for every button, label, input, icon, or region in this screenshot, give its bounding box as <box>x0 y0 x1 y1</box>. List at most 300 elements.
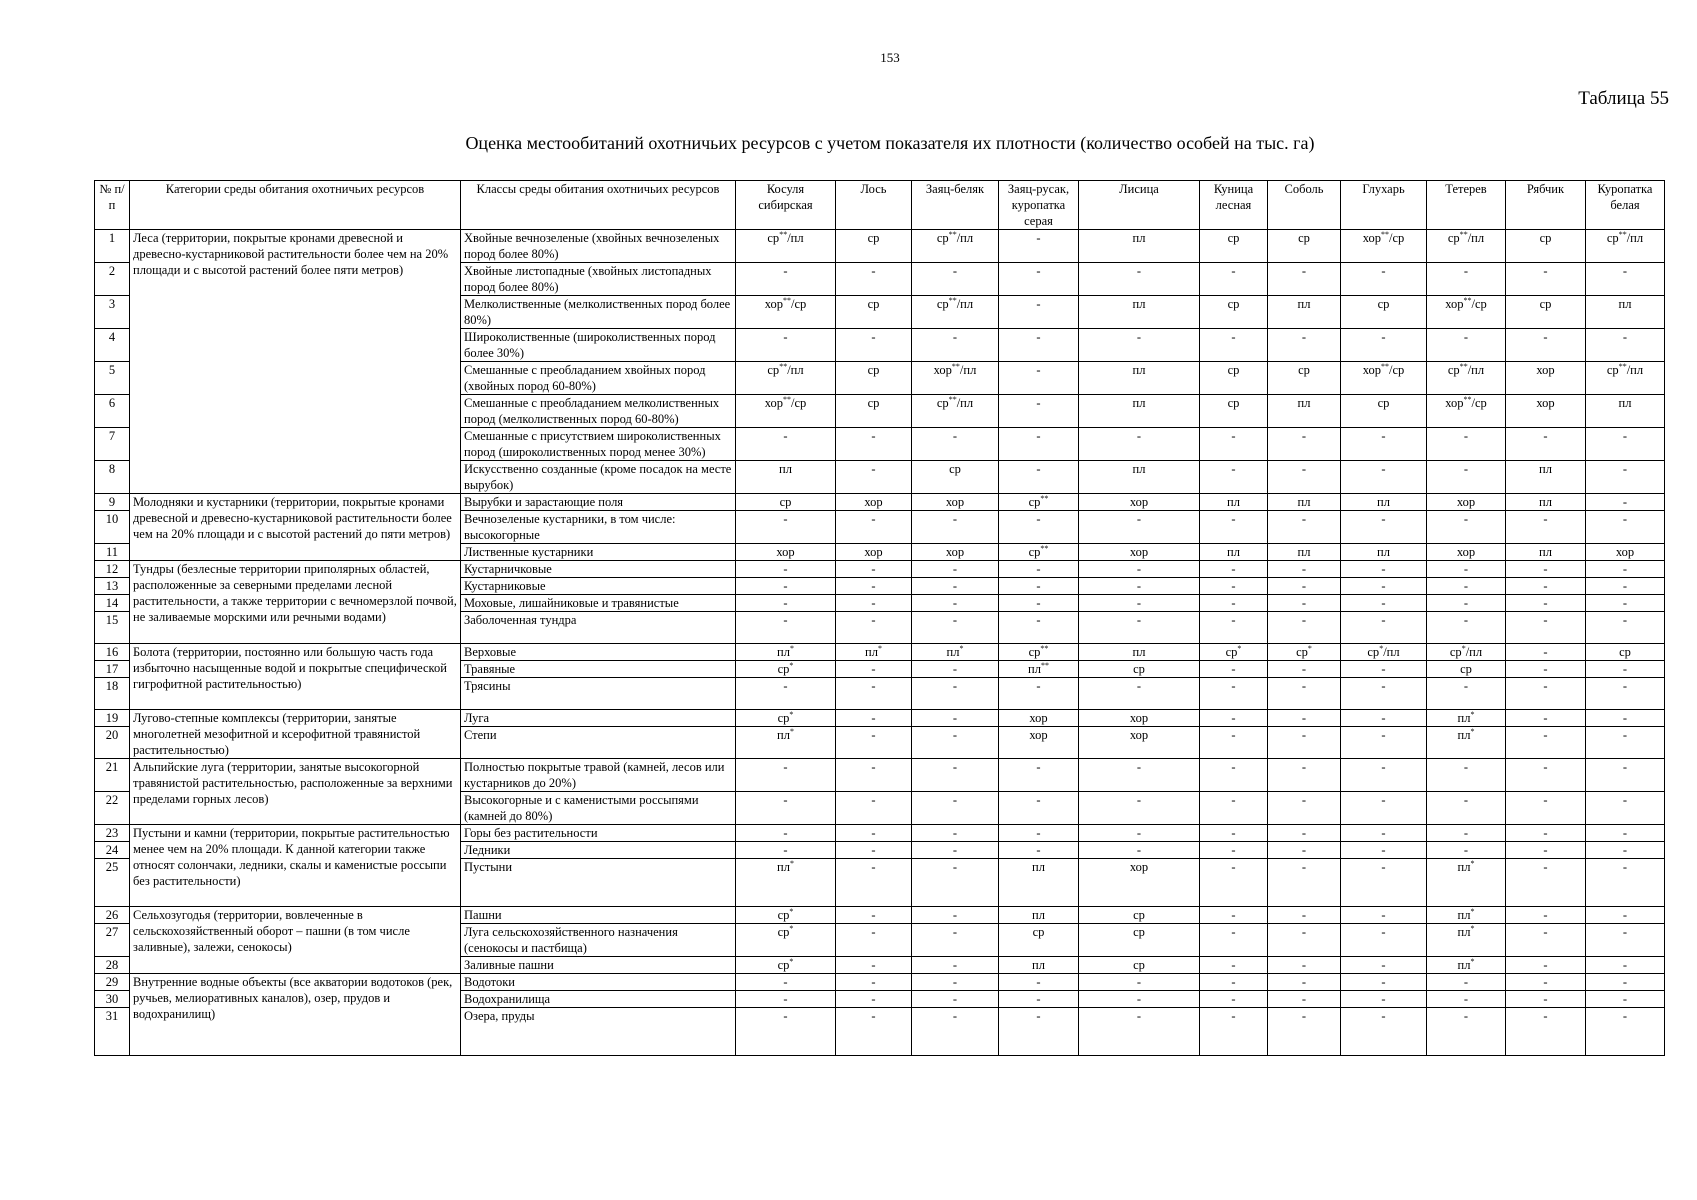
density-cell: - <box>1341 428 1427 461</box>
row-number: 19 <box>95 710 130 727</box>
density-cell: - <box>1341 612 1427 644</box>
density-cell: - <box>912 511 999 544</box>
class-cell: Смешанные с присутствием широколиственных пород (широколиственных пород менее 30%) <box>461 428 736 461</box>
density-cell: - <box>1586 759 1665 792</box>
density-cell: пл* <box>1427 924 1506 957</box>
density-cell: - <box>836 578 912 595</box>
density-cell: - <box>1506 957 1586 974</box>
density-cell: пл* <box>1427 957 1506 974</box>
density-cell: пл <box>1079 362 1200 395</box>
density-cell: - <box>1506 644 1586 661</box>
density-cell: пл* <box>1427 907 1506 924</box>
density-cell: - <box>999 395 1079 428</box>
density-cell: - <box>1586 494 1665 511</box>
density-cell: - <box>1200 461 1268 494</box>
density-cell: - <box>1586 612 1665 644</box>
density-cell: ср <box>1506 296 1586 329</box>
density-cell: пл <box>999 957 1079 974</box>
density-cell: хор**/пл <box>912 362 999 395</box>
density-cell: - <box>836 957 912 974</box>
density-cell: - <box>1506 792 1586 825</box>
class-cell: Лиственные кустарники <box>461 544 736 561</box>
density-cell: - <box>1506 263 1586 296</box>
density-cell: - <box>1200 991 1268 1008</box>
table-row <box>95 561 1665 578</box>
density-cell: ср* <box>1200 644 1268 661</box>
density-cell: - <box>836 859 912 907</box>
row-number: 1 <box>95 230 130 263</box>
density-cell: пл <box>1268 395 1341 428</box>
density-cell: - <box>1586 1008 1665 1056</box>
density-cell: - <box>1268 759 1341 792</box>
density-cell: - <box>736 842 836 859</box>
density-cell: - <box>999 1008 1079 1056</box>
density-cell: - <box>1427 511 1506 544</box>
class-cell: Хвойные листопадные (хвойных листопадных пород более 80%) <box>461 263 736 296</box>
density-cell: ср <box>1268 230 1341 263</box>
row-number: 20 <box>95 727 130 759</box>
density-cell: - <box>1586 974 1665 991</box>
density-cell: ср <box>912 461 999 494</box>
density-cell: пл <box>1079 296 1200 329</box>
density-cell: ср**/пл <box>1427 362 1506 395</box>
table-row <box>95 759 1665 792</box>
density-cell: - <box>1079 329 1200 362</box>
density-cell: - <box>1586 842 1665 859</box>
class-cell: Смешанные с преобладанием мелколиственных пород (мелколиственных пород 60-80%) <box>461 395 736 428</box>
density-cell: - <box>1341 907 1427 924</box>
row-number: 11 <box>95 544 130 561</box>
density-cell: - <box>999 678 1079 710</box>
density-cell: - <box>736 991 836 1008</box>
row-number: 16 <box>95 644 130 661</box>
class-cell: Полностью покрытые травой (камней, лесов или кустарников до 20%) <box>461 759 736 792</box>
density-cell: - <box>1506 859 1586 907</box>
density-cell: ср**/пл <box>736 362 836 395</box>
density-cell: - <box>1586 561 1665 578</box>
density-cell: - <box>912 727 999 759</box>
class-cell: Кустарниковые <box>461 578 736 595</box>
density-cell: - <box>1427 595 1506 612</box>
density-cell: - <box>1268 612 1341 644</box>
density-cell: - <box>1200 595 1268 612</box>
row-number: 17 <box>95 661 130 678</box>
class-cell: Трясины <box>461 678 736 710</box>
density-cell: - <box>912 678 999 710</box>
density-cell: ср* <box>736 907 836 924</box>
class-cell: Озера, пруды <box>461 1008 736 1056</box>
density-cell: - <box>736 428 836 461</box>
row-number: 22 <box>95 792 130 825</box>
table-row <box>95 974 1665 991</box>
density-cell: - <box>1200 859 1268 907</box>
row-number: 5 <box>95 362 130 395</box>
density-cell: - <box>836 974 912 991</box>
habitat-density-table <box>94 180 1665 1056</box>
density-cell: - <box>836 461 912 494</box>
row-number: 13 <box>95 578 130 595</box>
density-cell: - <box>1200 825 1268 842</box>
class-cell: Мелколиственные (мелколиственных пород более 80%) <box>461 296 736 329</box>
density-cell: пл* <box>736 644 836 661</box>
row-number: 9 <box>95 494 130 511</box>
class-cell: Широколиственные (широколиственных пород более 30%) <box>461 329 736 362</box>
class-cell: Кустарничковые <box>461 561 736 578</box>
density-cell: ср <box>1079 661 1200 678</box>
row-number: 2 <box>95 263 130 296</box>
density-cell: - <box>999 578 1079 595</box>
density-cell: - <box>912 859 999 907</box>
density-cell: - <box>836 561 912 578</box>
density-cell: - <box>1341 974 1427 991</box>
header-cell: Рябчик <box>1506 181 1586 230</box>
density-cell: - <box>1506 974 1586 991</box>
density-cell: ср <box>1268 362 1341 395</box>
density-cell: хор <box>1506 395 1586 428</box>
class-cell: Пустыни <box>461 859 736 907</box>
density-cell: - <box>1586 678 1665 710</box>
density-cell: - <box>1586 461 1665 494</box>
density-cell: - <box>1341 595 1427 612</box>
category-cell: Лугово-степные комплексы (территории, занятые многолетней мезофитной и ксерофитной травянистой растительностью) <box>130 710 461 759</box>
header-cell: Категории среды обитания охотничьих ресурсов <box>130 181 461 230</box>
density-cell: - <box>736 974 836 991</box>
density-cell: пл <box>1079 644 1200 661</box>
density-cell: - <box>912 957 999 974</box>
density-cell: - <box>912 595 999 612</box>
density-cell: хор**/ср <box>1341 362 1427 395</box>
density-cell: ср** <box>999 544 1079 561</box>
density-cell: ср** <box>999 494 1079 511</box>
row-number: 23 <box>95 825 130 842</box>
density-cell: ср <box>1079 957 1200 974</box>
header-row <box>95 181 1665 230</box>
density-cell: хор <box>1427 494 1506 511</box>
density-cell: - <box>1506 578 1586 595</box>
density-cell: ср**/пл <box>736 230 836 263</box>
header-cell: Заяц-беляк <box>912 181 999 230</box>
density-cell: пл <box>1268 296 1341 329</box>
density-cell: ср <box>1586 644 1665 661</box>
density-cell: - <box>1506 842 1586 859</box>
density-cell: - <box>1341 759 1427 792</box>
table-label: Таблица 55 <box>1578 88 1669 109</box>
category-cell: Пустыни и камни (территории, покрытые растительностью менее чем на 20% площади. К данной категории также относят солончаки, ледники, скалы и каменистые россыпи без растительности) <box>130 825 461 907</box>
density-cell: - <box>836 1008 912 1056</box>
density-cell: - <box>1200 511 1268 544</box>
row-number: 4 <box>95 329 130 362</box>
density-cell: хор <box>912 544 999 561</box>
density-cell: ср <box>1079 924 1200 957</box>
density-cell: - <box>912 759 999 792</box>
density-cell: пл <box>1079 395 1200 428</box>
density-cell: ср* <box>1268 644 1341 661</box>
density-cell: - <box>1427 678 1506 710</box>
density-cell: - <box>1586 428 1665 461</box>
category-cell: Леса (территории, покрытые кронами древесной и древесно-кустарниковой растительности более чем на 20% площади и с высотой растений более пяти метров) <box>130 230 461 494</box>
density-cell: - <box>1427 991 1506 1008</box>
density-cell: - <box>1427 842 1506 859</box>
header-cell: Заяц-русак, куропатка серая <box>999 181 1079 230</box>
row-number: 21 <box>95 759 130 792</box>
class-cell: Верховые <box>461 644 736 661</box>
density-cell: - <box>1079 678 1200 710</box>
density-cell: ср <box>1341 395 1427 428</box>
density-cell: хор <box>1079 494 1200 511</box>
density-cell: - <box>1268 678 1341 710</box>
density-cell: - <box>836 428 912 461</box>
density-cell: - <box>1341 727 1427 759</box>
row-number: 10 <box>95 511 130 544</box>
density-cell: пл <box>1079 230 1200 263</box>
category-cell: Тундры (безлесные территории приполярных областей, расположенные за северными пределами лесной растительности, а также территории с вечномерзлой почвой, не заливаемые морскими или речными водами) <box>130 561 461 644</box>
density-cell: ср**/пл <box>912 395 999 428</box>
class-cell: Хвойные вечнозеленые (хвойных вечнозеленых пород более 80%) <box>461 230 736 263</box>
density-cell: - <box>1079 759 1200 792</box>
density-cell: - <box>1200 1008 1268 1056</box>
density-cell: - <box>836 727 912 759</box>
density-cell: - <box>1200 428 1268 461</box>
density-cell: - <box>1268 329 1341 362</box>
density-cell: - <box>1268 710 1341 727</box>
density-cell: хор**/ср <box>1427 296 1506 329</box>
density-cell: - <box>1200 907 1268 924</box>
density-cell: ср <box>1341 296 1427 329</box>
density-cell: - <box>1586 595 1665 612</box>
density-cell: - <box>1506 991 1586 1008</box>
density-cell: - <box>999 792 1079 825</box>
row-number: 30 <box>95 991 130 1008</box>
density-cell: - <box>1427 612 1506 644</box>
density-cell: - <box>1200 710 1268 727</box>
density-cell: хор <box>836 494 912 511</box>
density-cell: - <box>999 974 1079 991</box>
class-cell: Смешанные с преобладанием хвойных пород (хвойных пород 60-80%) <box>461 362 736 395</box>
density-cell: хор <box>1079 727 1200 759</box>
class-cell: Травяные <box>461 661 736 678</box>
density-cell: - <box>1506 678 1586 710</box>
density-cell: - <box>1200 792 1268 825</box>
density-cell: - <box>1586 727 1665 759</box>
density-cell: - <box>1200 759 1268 792</box>
density-cell: - <box>1427 561 1506 578</box>
density-cell: - <box>1268 727 1341 759</box>
density-cell: - <box>836 329 912 362</box>
header-cell: Классы среды обитания охотничьих ресурсов <box>461 181 736 230</box>
density-cell: хор <box>1079 859 1200 907</box>
density-cell: - <box>1268 661 1341 678</box>
density-cell: ср**/пл <box>1586 230 1665 263</box>
table-row <box>95 644 1665 661</box>
density-cell: пл* <box>912 644 999 661</box>
table-row <box>95 230 1665 263</box>
density-cell: хор <box>912 494 999 511</box>
density-cell: - <box>912 825 999 842</box>
density-cell: - <box>1506 595 1586 612</box>
density-cell: - <box>1200 924 1268 957</box>
density-cell: - <box>1079 825 1200 842</box>
density-cell: - <box>1079 792 1200 825</box>
density-cell: хор**/ср <box>736 395 836 428</box>
density-cell: ср <box>736 494 836 511</box>
density-cell: - <box>1200 661 1268 678</box>
density-cell: - <box>1506 924 1586 957</box>
header-cell: Косуля сибирская <box>736 181 836 230</box>
density-cell: - <box>1341 924 1427 957</box>
category-cell: Сельхозугодья (территории, вовлеченные в сельскохозяйственный оборот – пашни (в том числе заливные), залежи, сенокосы) <box>130 907 461 974</box>
header-cell: Глухарь <box>1341 181 1427 230</box>
density-cell: ср* <box>736 924 836 957</box>
density-cell: - <box>1586 329 1665 362</box>
density-cell: - <box>1268 511 1341 544</box>
density-cell: - <box>999 595 1079 612</box>
density-cell: хор <box>1586 544 1665 561</box>
density-cell: хор**/ср <box>736 296 836 329</box>
density-cell: - <box>1586 661 1665 678</box>
density-cell: - <box>1506 907 1586 924</box>
density-cell: - <box>912 842 999 859</box>
density-cell: - <box>1200 727 1268 759</box>
row-number: 24 <box>95 842 130 859</box>
density-cell: - <box>1268 578 1341 595</box>
density-cell: - <box>736 578 836 595</box>
density-cell: - <box>912 792 999 825</box>
density-cell: хор <box>999 727 1079 759</box>
density-cell: - <box>1079 428 1200 461</box>
density-cell: пл <box>1506 494 1586 511</box>
density-cell: - <box>1079 578 1200 595</box>
density-cell: - <box>1268 595 1341 612</box>
density-cell: ср <box>836 362 912 395</box>
density-cell: ср* <box>736 661 836 678</box>
density-cell: - <box>999 230 1079 263</box>
density-cell: пл <box>1200 494 1268 511</box>
class-cell: Заболоченная тундра <box>461 612 736 644</box>
density-cell: - <box>836 595 912 612</box>
density-cell: - <box>1341 561 1427 578</box>
density-cell: хор <box>1427 544 1506 561</box>
density-cell: - <box>1268 825 1341 842</box>
density-cell: - <box>999 561 1079 578</box>
density-cell: хор**/ср <box>1427 395 1506 428</box>
density-cell: - <box>912 329 999 362</box>
density-cell: пл* <box>1427 859 1506 907</box>
density-cell: пл <box>1341 544 1427 561</box>
density-cell: - <box>912 578 999 595</box>
density-cell: - <box>1200 329 1268 362</box>
density-cell: - <box>1586 907 1665 924</box>
density-cell: - <box>912 907 999 924</box>
density-cell: пл <box>1268 544 1341 561</box>
density-cell: пл* <box>1427 727 1506 759</box>
density-cell: ср <box>1079 907 1200 924</box>
density-cell: - <box>836 710 912 727</box>
density-cell: - <box>1341 511 1427 544</box>
table-row <box>95 710 1665 727</box>
density-cell: - <box>1427 974 1506 991</box>
page-number: 153 <box>880 50 900 65</box>
density-cell: хор <box>1079 544 1200 561</box>
density-cell: - <box>1586 511 1665 544</box>
density-cell: - <box>836 759 912 792</box>
density-cell: - <box>836 792 912 825</box>
density-cell: - <box>1200 578 1268 595</box>
category-cell: Болота (территории, постоянно или большую часть года избыточно насыщенные водой и покрытые специфической гигрофитной растительностью) <box>130 644 461 710</box>
density-cell: - <box>912 924 999 957</box>
density-cell: - <box>912 428 999 461</box>
density-cell: - <box>1268 957 1341 974</box>
density-cell: - <box>736 825 836 842</box>
density-cell: - <box>1079 263 1200 296</box>
density-cell: - <box>999 362 1079 395</box>
density-cell: ср*/пл <box>1427 644 1506 661</box>
class-cell: Моховые, лишайниковые и травянистые <box>461 595 736 612</box>
density-cell: - <box>1268 263 1341 296</box>
density-cell: - <box>1079 561 1200 578</box>
density-cell: - <box>1268 924 1341 957</box>
density-cell: - <box>912 991 999 1008</box>
density-cell: хор <box>1079 710 1200 727</box>
density-cell: ср <box>999 924 1079 957</box>
density-cell: ср* <box>736 957 836 974</box>
category-cell: Внутренние водные объекты (все акватории водотоков (рек, ручьев, мелиоративных каналов), озер, прудов и водохранилищ) <box>130 974 461 1056</box>
header-cell: Лисица <box>1079 181 1200 230</box>
density-cell: - <box>1427 825 1506 842</box>
density-cell: - <box>736 561 836 578</box>
density-cell: - <box>1506 428 1586 461</box>
density-cell: - <box>999 825 1079 842</box>
density-cell: - <box>999 461 1079 494</box>
density-cell: - <box>836 907 912 924</box>
density-cell: - <box>1268 1008 1341 1056</box>
table-row <box>95 907 1665 924</box>
class-cell: Горы без растительности <box>461 825 736 842</box>
class-cell: Вечнозеленые кустарники, в том числе: высокогорные <box>461 511 736 544</box>
density-cell: - <box>999 428 1079 461</box>
category-cell: Альпийские луга (территории, занятые высокогорной травянистой растительностью, расположенные за верхними пределами горных лесов) <box>130 759 461 825</box>
class-cell: Высокогорные и с каменистыми россыпями (камней до 80%) <box>461 792 736 825</box>
density-cell: ср**/пл <box>1586 362 1665 395</box>
density-cell: пл <box>1506 544 1586 561</box>
density-cell: - <box>1506 561 1586 578</box>
class-cell: Пашни <box>461 907 736 924</box>
header-cell: Тетерев <box>1427 181 1506 230</box>
density-cell: - <box>1268 561 1341 578</box>
row-number: 31 <box>95 1008 130 1056</box>
density-cell: - <box>1079 511 1200 544</box>
density-cell: - <box>1200 561 1268 578</box>
density-cell: - <box>1506 825 1586 842</box>
class-cell: Вырубки и зарастающие поля <box>461 494 736 511</box>
density-cell: ср**/пл <box>912 230 999 263</box>
density-cell: - <box>1341 842 1427 859</box>
row-number: 3 <box>95 296 130 329</box>
row-number: 28 <box>95 957 130 974</box>
density-cell: - <box>736 759 836 792</box>
density-cell: ср <box>1200 296 1268 329</box>
density-cell: - <box>1079 1008 1200 1056</box>
density-cell: - <box>1506 329 1586 362</box>
class-cell: Искусственно созданные (кроме посадок на месте вырубок) <box>461 461 736 494</box>
density-cell: - <box>1427 792 1506 825</box>
density-cell: пл <box>1079 461 1200 494</box>
density-cell: пл <box>1341 494 1427 511</box>
class-cell: Ледники <box>461 842 736 859</box>
density-cell: - <box>1079 612 1200 644</box>
row-number: 12 <box>95 561 130 578</box>
row-number: 8 <box>95 461 130 494</box>
density-cell: - <box>1427 759 1506 792</box>
